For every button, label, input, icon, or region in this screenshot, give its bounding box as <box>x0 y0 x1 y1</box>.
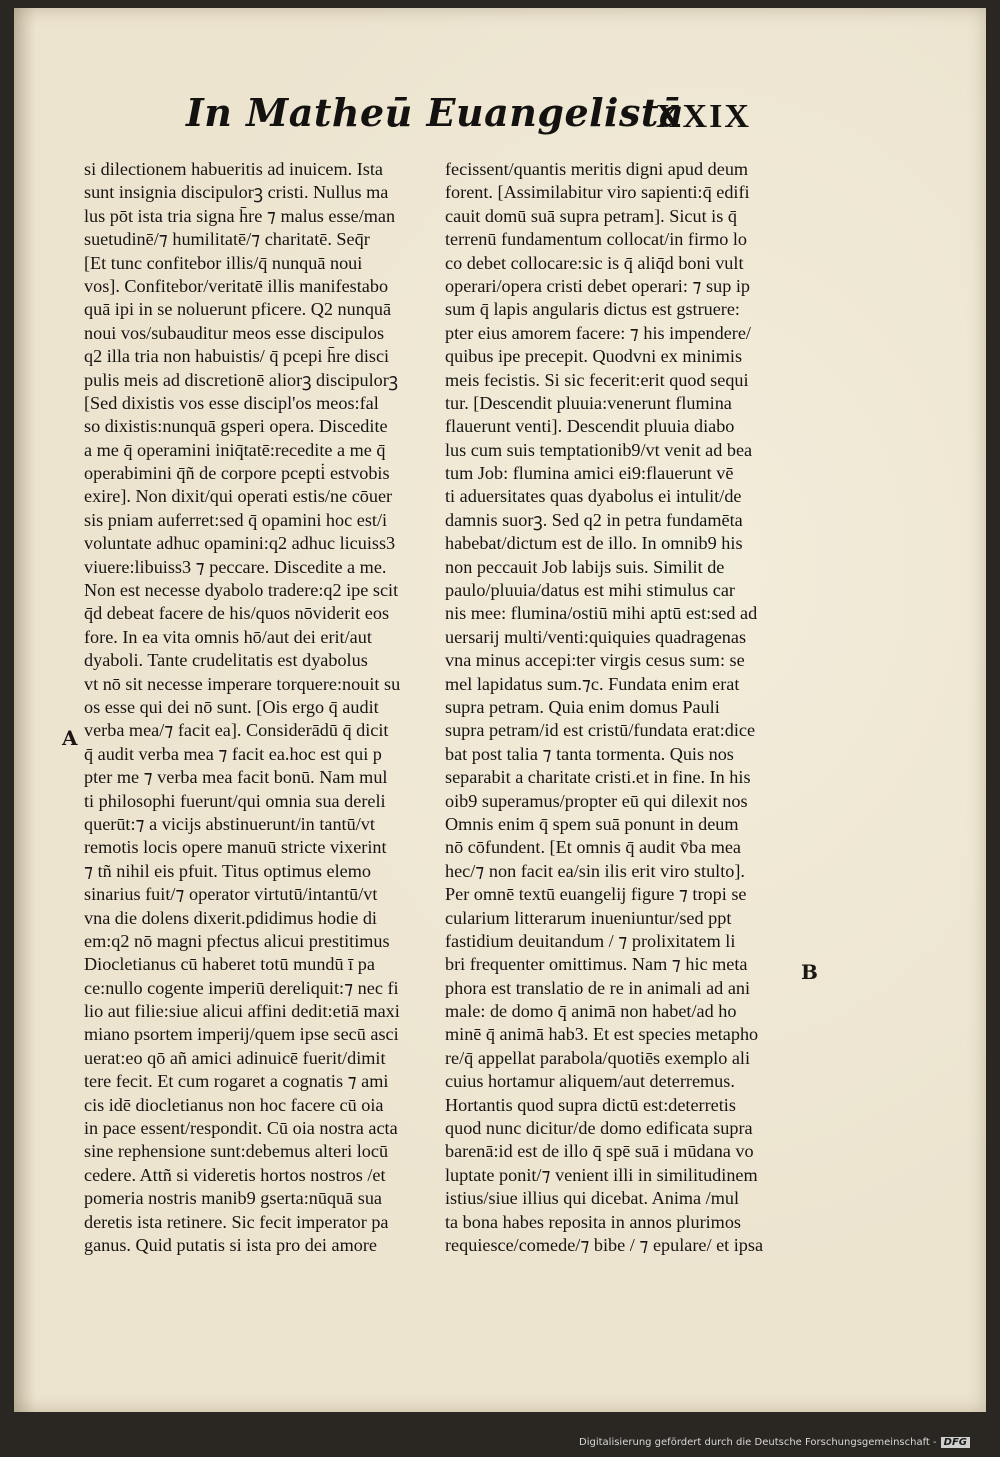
header-title: In Matheū Euangelistā <box>186 90 685 135</box>
text-line: male: de domo q̄ animā non habet/ad ho <box>445 1001 737 1022</box>
folio-number: XXIX <box>656 98 751 135</box>
text-line: sine rephensione sunt:debemus alteri locū <box>84 1141 389 1162</box>
text-line: em:q2 nō magni pfectus alicui prestitimus <box>84 930 390 951</box>
text-line: operabimini q̄ñ de corpore pcepti̇ estvobis <box>84 463 390 484</box>
text-line: q̄ audit verba mea ⁊ facit ea.hoc est qui p <box>84 743 382 764</box>
text-line: non peccauit Job labijs suis. Similit de <box>445 556 725 577</box>
text-line: hec/⁊ non facit ea/sin ilis erit viro stulto]. <box>445 860 745 881</box>
text-line: sum q̄ lapis angularis dictus est gstruere: <box>445 299 740 320</box>
text-line: si dilectionem habueritis ad inuicem. Ista <box>84 159 384 179</box>
text-line: lus pōt ista tria signa h̄re ⁊ malus esse/man <box>84 205 396 226</box>
text-line: noui vos/subauditur meos esse discipulos <box>84 322 385 343</box>
text-line: uerat:eo qō añ amici adinuicē fuerit/dimit <box>84 1047 386 1068</box>
text-line: supra petram/id est cristū/fundata erat:dice <box>445 720 756 741</box>
text-line: bat post talia ⁊ tanta tormenta. Quis nos <box>445 743 734 764</box>
text-line: voluntate adhuc opamini:q2 adhuc licuiss3 <box>84 533 396 554</box>
book-page <box>14 8 986 1412</box>
text-line: suetudinē/⁊ humilitatē/⁊ charitatē. Seq̄r <box>84 229 370 250</box>
text-line: quibus ipe precepit. Quodvni ex minimis <box>445 346 743 367</box>
text-line: Hortantis quod supra dictū est:deterretis <box>445 1094 736 1115</box>
text-line: lus cum suis temptationib9/vt venit ad bea <box>445 439 753 460</box>
text-line: ganus. Quid putatis si ista pro dei amore <box>84 1234 377 1255</box>
text-line: viuere:libuiss3 ⁊ peccare. Discedite a me. <box>84 556 387 577</box>
text-line: barenā:id est de illo q̄ spē suā i mūdana vo <box>445 1141 754 1162</box>
text-line: requiesce/comede/⁊ bibe / ⁊ epulare/ et ipsa <box>445 1234 764 1255</box>
text-line: luptate ponit/⁊ venient illi in similitudinem <box>445 1164 758 1185</box>
margin-note-b: B <box>801 960 818 984</box>
text-line: vt nō sit necesse imperare torquere:nouit su <box>84 673 401 694</box>
text-line: damnis suorꝫ. Sed q2 in petra fundamēta <box>445 509 743 530</box>
text-line: cauit domū suā supra petram]. Sicut is q̄ <box>445 205 737 226</box>
text-line: quā ipi in se noluerunt pficere. Q2 nunquā <box>84 299 392 320</box>
text-line: in pace essent/respondit. Cū oia nostra acta <box>84 1118 398 1139</box>
text-line: q̄d debeat facere de his/quos nōviderit eos <box>84 603 390 624</box>
text-line: nō cōfundent. [Et omnis q̄ audit v̄ba mea <box>445 837 741 858</box>
text-line: Non est necesse dyabolo tradere:q2 ipe scit <box>84 580 399 601</box>
text-line: operari/opera cristi debet operari: ⁊ sup ip <box>445 275 750 296</box>
text-line: remotis locis opere manuū stricte vixerint <box>84 837 387 858</box>
text-line: exire]. Non dixit/qui operati estis/ne cōuer <box>84 486 393 507</box>
text-line: Diocletianus cū haberet totū mundū ī pa <box>84 954 375 975</box>
text-line: pter eius amorem facere: ⁊ his impendere/ <box>445 322 751 343</box>
running-header <box>14 88 986 148</box>
dfg-logo: DFG <box>941 1437 970 1448</box>
text-line: nis mee: flumina/ostiū mihi aptū est:sed ad <box>445 603 758 624</box>
text-line: lio aut filie:siue alicui affini dedit:etiā maxi <box>84 1001 400 1022</box>
text-line: ta bona habes reposita in annos plurimos <box>445 1211 741 1232</box>
text-line: vos]. Confitebor/veritatē illis manifestabo <box>84 275 389 296</box>
text-line: phora est translatio de re in animali ad ani <box>445 977 751 998</box>
text-line: bri frequenter omittimus. Nam ⁊ hic meta <box>445 954 748 975</box>
text-line: [Et tunc confitebor illis/q̄ nunquā noui <box>84 252 363 273</box>
text-line: sis pniam auferret:sed q̄ opamini hoc est/i <box>84 509 388 530</box>
text-line: cuius hortamur aliquem/aut deterremus. <box>445 1071 735 1092</box>
text-line: re/q̄ appellat parabola/quotiēs exemplo ali <box>445 1047 751 1068</box>
credit-text: Digitalisierung gefördert durch die Deutsche Forschungsgemeinschaft - <box>579 1437 937 1448</box>
text-line: fecissent/quantis meritis digni apud deum <box>445 159 749 179</box>
text-line: miano psortem imperij/quem ipse secū asci <box>84 1024 399 1045</box>
text-line: dyaboli. Tante crudelitatis est dyabolus <box>84 650 368 671</box>
text-line: pulis meis ad discretionē aliorꝫ discipulorꝫ <box>84 369 399 390</box>
text-line: ⁊ tñ nihil eis pfuit. Titus optimus elemo <box>84 860 371 881</box>
digitization-credit <box>579 1437 970 1448</box>
text-line: a me q̄ operamini iniq̄tatē:recedite a me q̄ <box>84 439 386 460</box>
text-line: flauerunt venti]. Descendit pluuia diabo <box>445 416 735 437</box>
text-line: cis idē diocletianus non hoc facere cū oia <box>84 1094 384 1115</box>
text-line: tur. [Descendit pluuia:venerunt flumina <box>445 392 732 413</box>
text-line: deretis ista retinere. Sic fecit imperator pa <box>84 1211 389 1232</box>
text-line: sunt insignia discipulorꝫ cristi. Nullus ma <box>84 182 389 203</box>
text-line: cedere. Attñ si videretis hortos nostros /et <box>84 1164 386 1185</box>
text-line: co debet collocare:sic is q̄ aliq̄d boni vult <box>445 252 744 273</box>
margin-note-a: A <box>62 726 78 750</box>
text-line: so dixistis:nunquā gsperi opera. Discedite <box>84 416 388 437</box>
text-line: tere fecit. Et cum rogaret a cognatis ⁊ ami <box>84 1071 389 1092</box>
text-line: istius/siue illius qui dicebat. Anima /mul <box>445 1188 740 1209</box>
text-line: querūt:⁊ a vicijs abstinuerunt/in tantū/vt <box>84 813 375 834</box>
text-line: terrenū fundamentum collocat/in firmo lo <box>445 229 748 250</box>
text-line: vna die dolens dixerit.pdidimus hodie di <box>84 907 377 928</box>
text-line: Per omnē textū euangelij figure ⁊ tropi se <box>445 884 747 905</box>
text-line: Omnis enim q̄ spem suā ponunt in deum <box>445 813 739 834</box>
text-line: ti aduersitates quas dyabolus ei intulit/de <box>445 486 742 507</box>
text-line: os esse qui dei nō sunt. [Ois ergo q̄ audit <box>84 696 379 717</box>
text-line: tum Job: flumina amici ei9:flauerunt vē <box>445 463 734 484</box>
text-line: ti philosophi fuerunt/qui omnia sua dereli <box>84 790 386 811</box>
text-line: pomeria nostris manib9 gserta:nūquā sua <box>84 1188 383 1209</box>
text-column-left <box>84 158 454 1257</box>
text-line: verba mea/⁊ facit ea]. Considerādū q̄ dicit <box>84 720 389 741</box>
text-line: forent. [Assimilabitur viro sapienti:q̄ edifi <box>445 182 750 203</box>
text-line: uersarij multi/venti:quiquies quadragenas <box>445 626 747 647</box>
text-line: ce:nullo cogente imperiū dereliquit:⁊ nec fi <box>84 977 399 998</box>
text-line: q2 illa tria non habuistis/ q̄ pcepi h̄re disci <box>84 346 390 367</box>
text-line: pter me ⁊ verba mea facit bonū. Nam mul <box>84 767 388 788</box>
text-line: fastidium deuitandum / ⁊ prolixitatem li <box>445 930 736 951</box>
text-column-right <box>445 158 815 1257</box>
text-line: [Sed dixistis vos esse discipl'os meos:fal <box>84 392 379 413</box>
text-line: meis fecistis. Si sic fecerit:erit quod sequi <box>445 369 749 390</box>
text-line: quod nunc dicitur/de domo edificata supra <box>445 1118 753 1139</box>
text-line: supra petram. Quia enim domus Pauli <box>445 696 720 717</box>
text-line: habebat/dictum est de illo. In omnib9 his <box>445 533 743 554</box>
text-line: cularium litterarum inueniuntur/sed ppt <box>445 907 732 928</box>
text-line: minē q̄ animā hab3. Et est species metapho <box>445 1024 759 1045</box>
text-line: vna minus accepi:ter virgis cesus sum: se <box>445 650 745 671</box>
text-line: mel lapidatus sum.⁊c. Fundata enim erat <box>445 673 740 694</box>
text-line: paulo/pluuia/datus est mihi stimulus car <box>445 580 735 601</box>
text-line: oib9 superamus/propter eū qui dilexit nos <box>445 790 748 811</box>
text-line: separabit a charitate cristi.et in fine. In his <box>445 767 751 788</box>
text-line: sinarius fuit/⁊ operator virtutū/intantū/vt <box>84 884 378 905</box>
text-line: fore. In ea vita omnis hō/aut dei erit/aut <box>84 626 372 647</box>
